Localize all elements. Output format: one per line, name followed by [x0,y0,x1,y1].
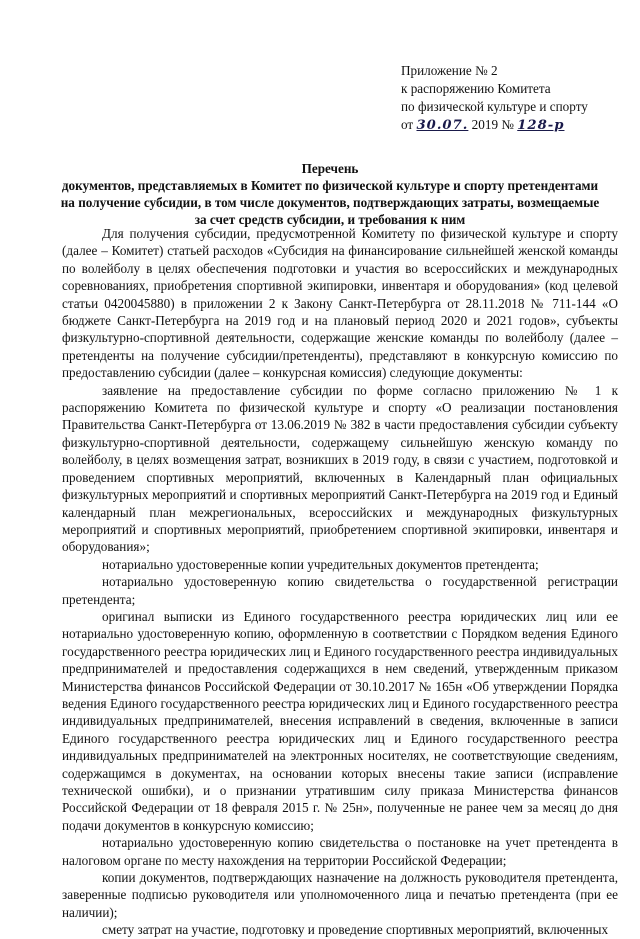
paragraph-founding-docs: нотариально удостоверенные копии учредительных документов претендента; [102,556,539,572]
attachment-header [401,62,621,135]
paragraph-registry-extract: оригинал выписки из Единого государственного реестра юридических лиц или ее нотариально удостоверенную копию, оформленную в соответствии с Порядком ведения Единого государственного реестра юридических лиц и Единого государственного реестра индивидуальных предпринимателей и предоставления содержащихся в нем сведений, утвержденным приказом Министерства финансов Российской Федерации от 30.10.2017 № 165н «Об утверждении Порядка ведения Единого государственного реестра юридических лиц и Единого государственного реестра индивидуальных предпринимателей, внесения исправлений в сведения, включенные в записи Единого государственного реестра юридических лиц и Единого государственного реестра индивидуальных предпринимателей на электронных носителях, не соответствующие сведениям, содержащимся в документах, на основании которых внесены такие записи (исправление технической ошибки), и о признании утратившим силу приказа Министерства финансов Российской Федерации от 18 февраля 2015 г. № 25н», полученные не ранее чем за месяц до дня подачи документов в конкурсную комиссию; [62,608,618,833]
paragraph-intro: Для получения субсидии, предусмотренной Комитету по физической культуре и спорту (далее – Комитет) статьей расходов «Субсидия на финансирование сильнейшей женской команды по волейболу в целях обеспечения подготовки и участия во всероссийских и международных соревнованиях, приобретения спортивной экипировки, инвентаря и оборудования» (код целевой статьи 0420045880) в приложении 2 к Закону Санкт-Петербурга от 28.11.2018 № 711-144 «О бюджете Санкт-Петербурга на 2019 год и на плановый период 2020 и 2021 годов», субъекты физкультурно-спортивной деятельности, содержащие женские команды по волейболу (далее – претенденты на получение субсидии/претенденты), представляют в конкурсную комиссию по предоставлению субсидии (далее – конкурсная комиссия) следующие документы: [62,226,618,381]
attachment-date-line [401,116,621,135]
document-body [62,225,618,939]
attachment-order-ref: к распоряжению Комитета [401,81,551,96]
paragraph-registration-cert: нотариально удостоверенную копию свидетельства о государственной регистрации претендента; [62,574,618,607]
handwritten-number: 128-р [517,118,565,133]
handwritten-date: 30.07. [416,118,469,133]
paragraph-application: заявление на предоставление субсидии по форме согласно приложению № 1 к распоряжению Комитета по физической культуре и спорту «О реализации постановления Правительства Санкт-Петербурга от 13.06.2019 № 382 в части предоставления субсидии субъекту физкультурно-спортивной деятельности, содержащему сильнейшую женскую команду по волейболу, в целях возмещения затрат, возникших в 2019 году, в связи с участием, подготовкой и проведением спортивных мероприятий, включенных в Календарный план официальных физкультурных мероприятий и спортивных мероприятий Санкт-Петербурга на 2019 год и Единый календарный план межрегиональных, всероссийских и международных физкультурных мероприятий и спортивных мероприятий, приобретением спортивной экипировки, инвентаря и оборудования»; [62,382,618,555]
paragraph-cost-estimate: смету затрат на участие, подготовку и проведение спортивных мероприятий, включенных [102,922,609,938]
title-heading: Перечень [301,161,359,176]
attachment-committee: по физической культуре и спорту [401,99,588,114]
document-title [50,160,610,228]
paragraph-director-docs: копии документов, подтверждающих назначение на должность руководителя претендента, заверенные подписью руководителя или уполномоченного лица и печатью претендента (при ее наличии); [62,870,618,920]
title-line-3: на получение субсидии, в том числе документов, подтверждающих затраты, возмещаемые [60,195,600,210]
date-prefix: от [401,117,414,132]
paragraph-tax-cert: нотариально удостоверенную копию свидетельства о постановке на учет претендента в налоговом органе по месту нахождения на территории Российской Федерации; [62,835,618,868]
title-line-2: документов, представляемых в Комитет по физической культуре и спорту претендентами [61,178,599,193]
title-line-4: за счет средств субсидии, и требования к ним [194,212,466,227]
attachment-number: Приложение № 2 [401,63,498,78]
date-year: 2019 № [471,117,514,132]
